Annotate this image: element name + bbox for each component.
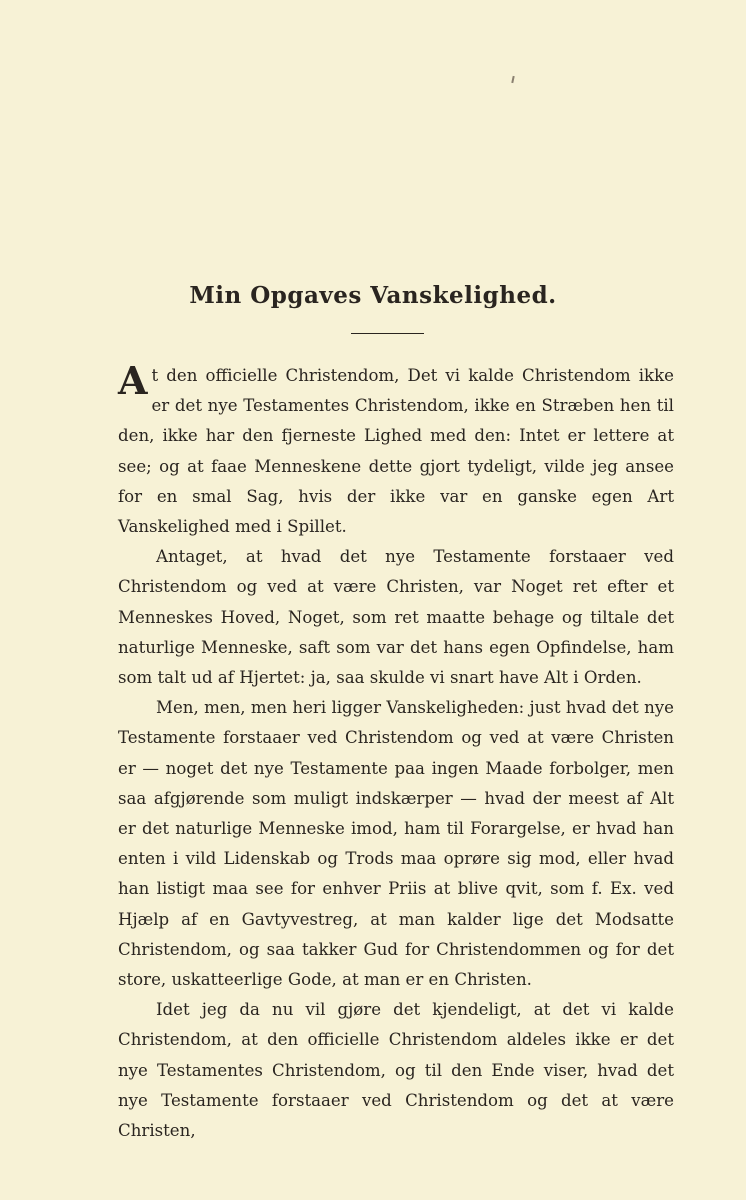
- chapter-heading: Min Opgaves Vanskelighed.: [189, 282, 557, 309]
- paragraph: [118, 358, 674, 542]
- paragraph: Antaget, at hvad det nye Testamente forstaaer ved Christendom og ved at være Christen, var Noget ret efter et Menneskes Hoved, Noget, som ret maatte behage og tiltale det naturlige Menneske, saft som var det hans egen Opfindelse, ham som talt ud af Hjertet: ja, saa skulde vi snart have Alt i Orden.: [118, 547, 674, 688]
- drop-cap: A: [118, 358, 148, 403]
- body-text: [118, 358, 674, 1146]
- paragraph: Men, men, men heri ligger Vanskeligheden: just hvad det nye Testamente forstaaer ved Christendom og ved at være Christen er — noget det nye Testamente paa ingen Maade forbolger, men saa afgjørende som muligt indskærper — hvad der meest af Alt er det naturlige Menneske imod, ham til Forargelse, er hvad han enten i vild Lidenskab og Trods maa oprøre sig mod, eller hvad han listigt maa see for enhver Priis at blive qvit, som f. Ex. ved Hjælp af en Gavtyvestreg, at man kalder lige det Modsatte Christendom, og saa takker Gud for Christendommen og for det store, uskatteerlige Gode, at man er en Christen.: [118, 698, 674, 990]
- paragraph: Idet jeg da nu vil gjøre det kjendeligt, at det vi kalde Christendom, at den officielle Christendom aldeles ikke er det nye Testamentes Christendom, og til den Ende viser, hvad det nye Testamente forstaaer ved Christendom og det at være Christen,: [118, 1000, 674, 1141]
- heading-rule: [351, 333, 424, 334]
- paper-speck: [511, 76, 514, 83]
- paragraph-text: t den officielle Christendom, Det vi kalde Christendom ikke er det nye Testamentes Christendom, ikke en Stræben hen til den, ikke har den fjerneste Lighed med den: Intet er lettere at see; og at faae Menneskene dette gjort tydeligt, vilde jeg ansee for en smal Sag, hvis der ikke var en ganske egen Art Vanskelighed med i Spillet.: [118, 366, 674, 537]
